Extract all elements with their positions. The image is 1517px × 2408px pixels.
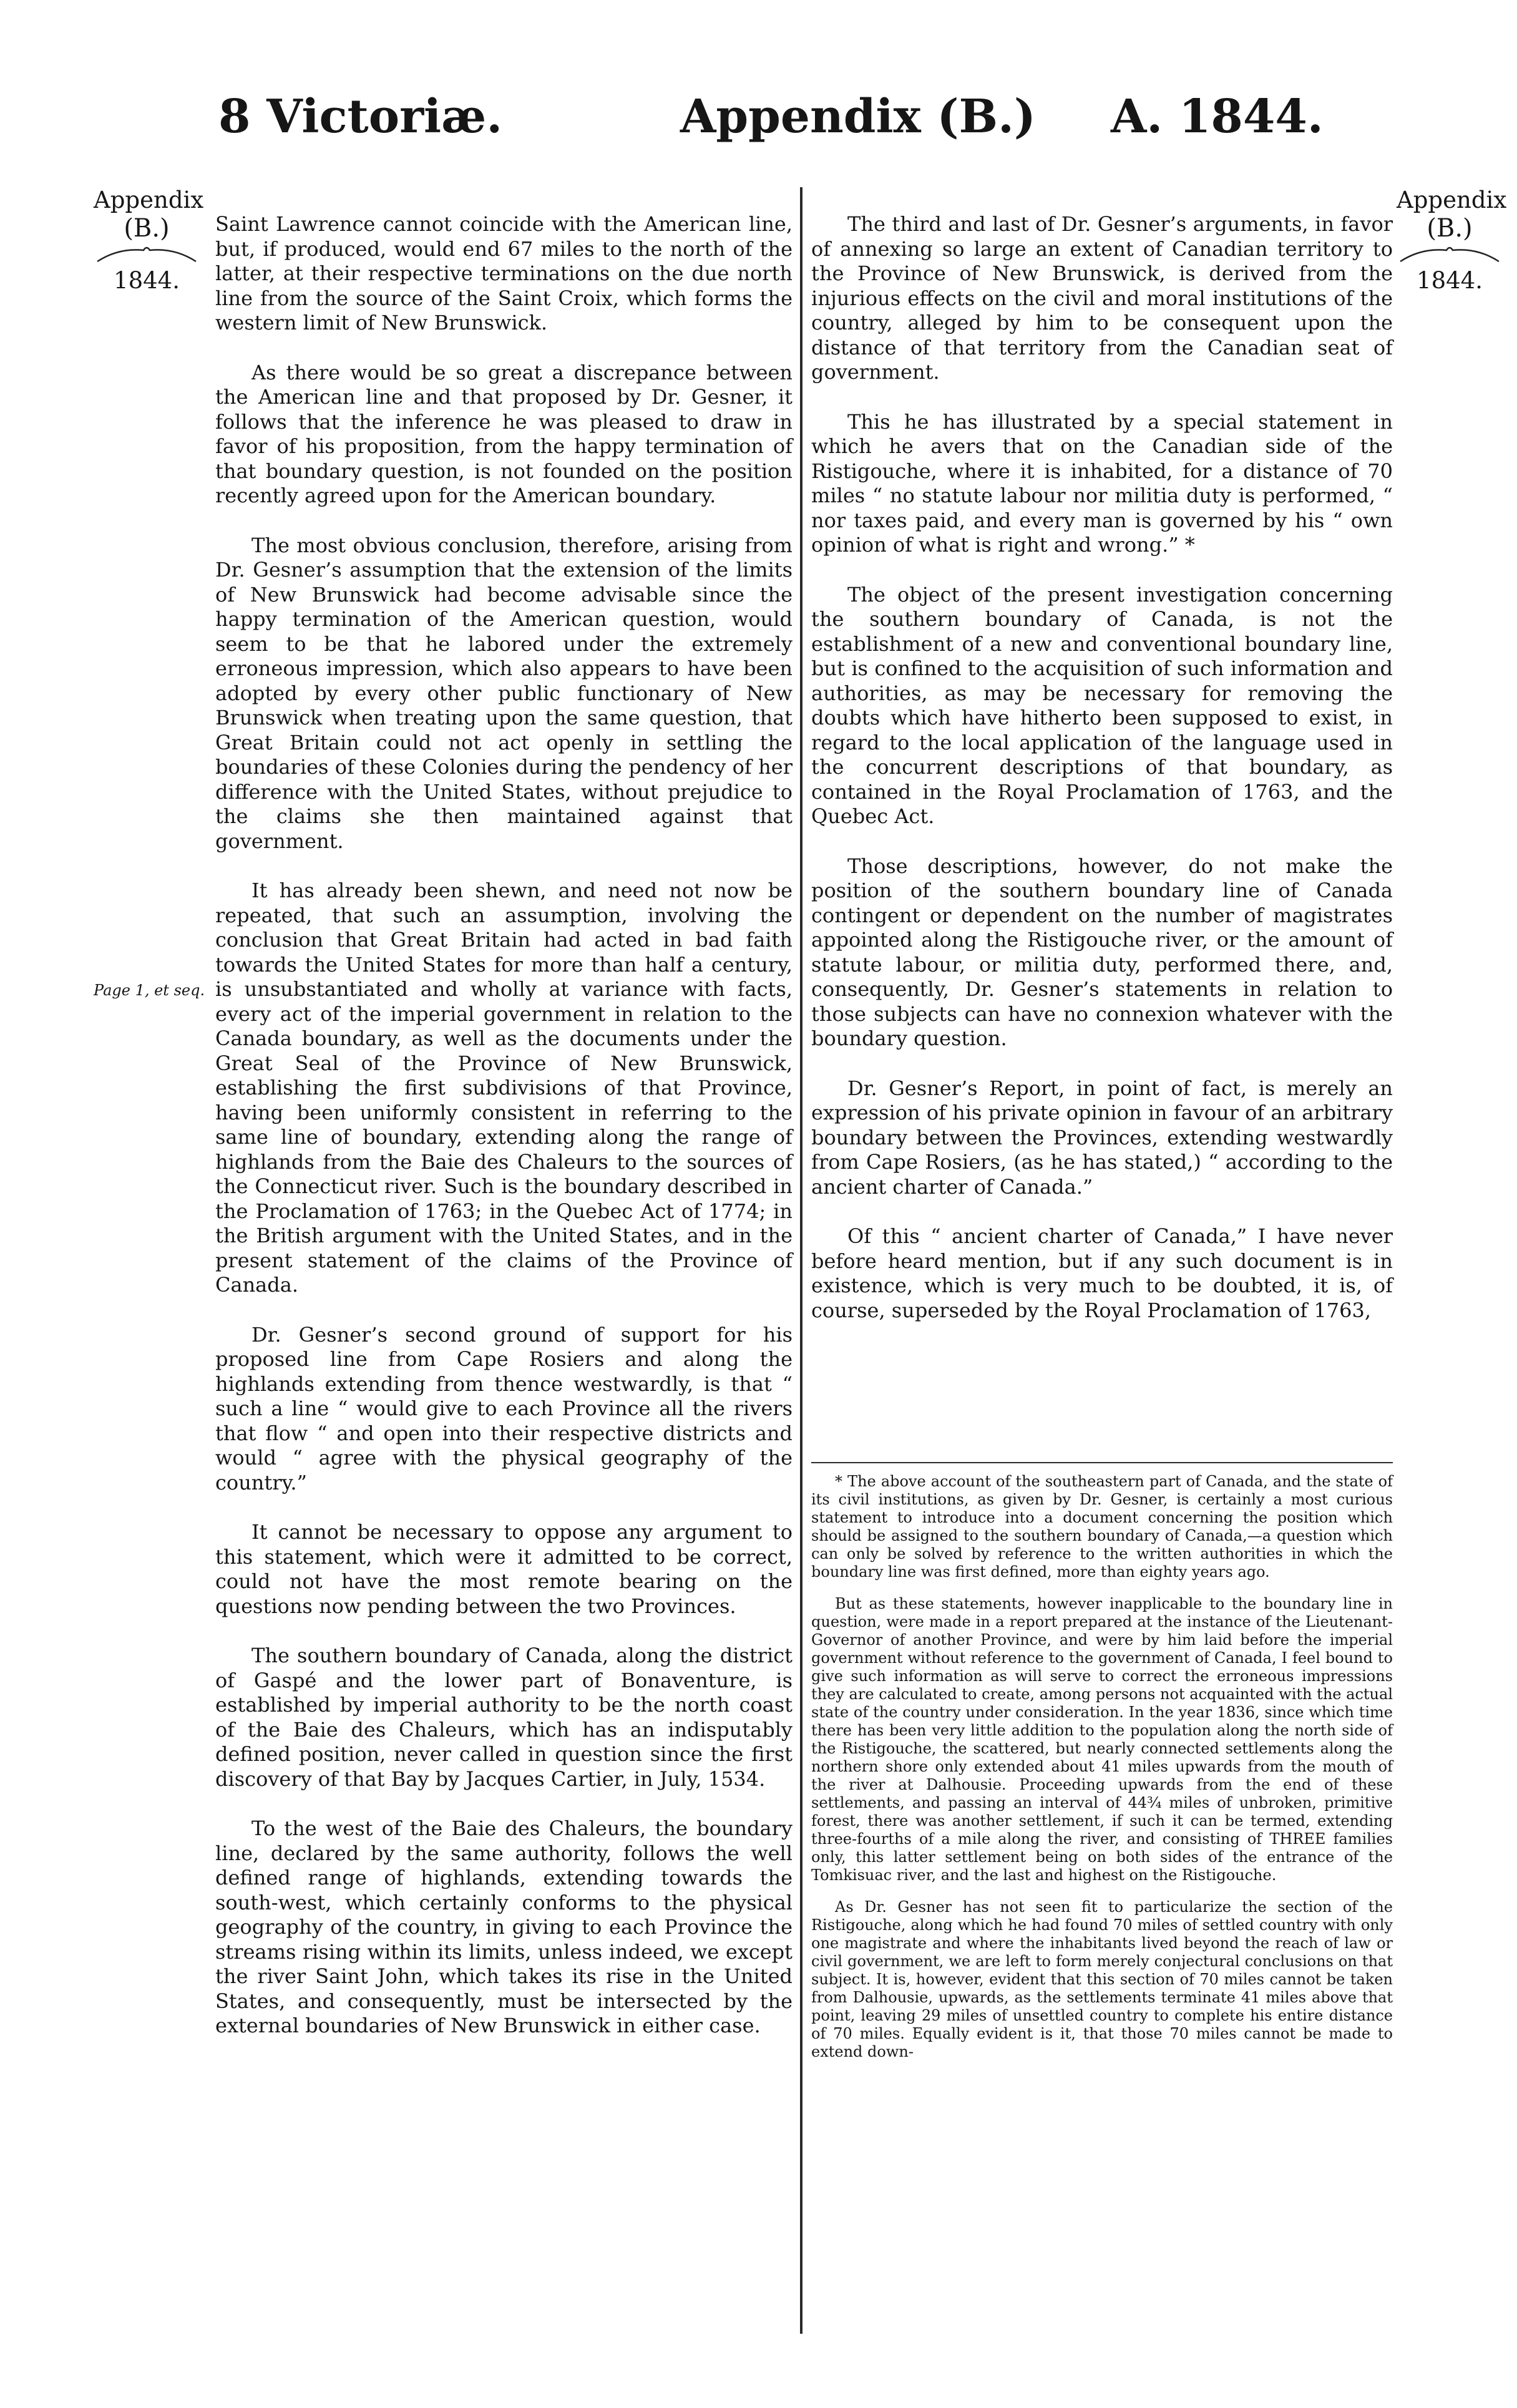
paragraph: To the west of the Baie des Chaleurs, the boundary line, declared by the same authority, follows the well defined range of highlands, extending towards the south-west, which certainly conforms to the physical geography of the country, in giving to each Province the streams rising within its limits, unless indeed, we except the river Saint John, which takes its rise in the United States, and consequently, must be intersected by the external boundaries of New Brunswick in either case. xyxy=(215,1816,793,2037)
paragraph: Dr. Gesner’s Report, in point of fact, is merely an expression of his private opinion in favour of an arbitrary boundary between the Provinces, extending westwardly from Cape Rosiers, (as he has stated,) “ according to the ancient charter of Canada.” xyxy=(811,1076,1393,1199)
paragraph: The third and last of Dr. Gesner’s arguments, in favor of annexing so large an extent of Canadian territory to the Province of New Brunswick, is derived from the injurious effects on the civil and moral institutions of the country, alleged by him to be consequent upon the distance of that territory from the Canadian seat of government. xyxy=(811,212,1393,384)
footnotes xyxy=(811,1473,1393,2075)
margin-year: 1844. xyxy=(114,266,180,294)
paragraph: Those descriptions, however, do not make the position of the southern boundary line of Canada contingent or dependent on the number of magistrates appointed along the Ristigouche river, or the amount of statute labour, or militia duty, performed there, and, consequently, Dr. Gesner’s statements in relation to those subjects can have no connexion whatever with the boundary question. xyxy=(811,854,1393,1050)
margin-appendix-word: Appendix xyxy=(94,187,204,213)
margin-bracket-divider xyxy=(1397,243,1503,268)
footnote-rule xyxy=(811,1462,1393,1463)
paragraph: The most obvious conclusion, therefore, arising from Dr. Gesner’s assumption that the extension of the limits of New Brunswick had become advisable since the happy termination of the American question, would seem to be that he labored under the extremely erroneous impression, which also appears to have been adopted by every other public functionary of New Brunswick when treating upon the same question, that Great Britain could not act openly in settling the boundaries of these Colonies during the pendency of her difference with the United States, without prejudice to the claims she then maintained against that government. xyxy=(215,533,793,853)
paragraph: Saint Lawrence cannot coincide with the American line, but, if produced, would end 67 miles to the north of the latter, at their respective terminations on the due north line from the source of the Saint Croix, which forms the western limit of New Brunswick. xyxy=(215,212,793,334)
right-text-column xyxy=(811,212,1393,1348)
paragraph: Of this “ ancient charter of Canada,” I have never before heard mention, but if any such document is in existence, which is very much to be doubted, it is, of course, superseded by the Royal Proclamation of 1763, xyxy=(811,1224,1393,1322)
paragraph: It has already been shewn, and need not now be repeated, that such an assumption, involving the conclusion that Great Britain had acted in bad faith towards the United States for more than half a century, is unsubstantiated and wholly at variance with facts, every act of the imperial government in relation to the Canada boundary, as well as the documents under the Great Seal of the Province of New Brunswick, establishing the first subdivisions of that Province, having been uniformly consistent in referring to the same line of boundary, extending along the range of highlands from the Baie des Chaleurs to the sources of the Connecticut river. Such is the boundary described in the Proclamation of 1763; in the Quebec Act of 1774; in the British argument with the United States, and in the present statement of the claims of the Province of Canada. xyxy=(215,879,793,1297)
margin-bracket-divider xyxy=(94,243,200,268)
paragraph: Dr. Gesner’s second ground of support for his proposed line from Cape Rosiers and along the highlands extending from thence westwardly, is that “ such a line “ would give to each Province all the rivers that flow “ and open into their respective districts and would “ agree with the physical geography of the country.” xyxy=(215,1322,793,1494)
footnote-paragraph: * The above account of the southeastern part of Canada, and the state of its civil institutions, as given by Dr. Gesner, is certainly a most curious statement to introduce into a document concerning the position which should be assigned to the southern boundary of Canada,—a question which can only be solved by reference to the written authorities in which the boundary line was first defined, more than eighty years ago. xyxy=(811,1473,1393,1581)
footnote-paragraph: But as these statements, however inapplicable to the boundary line in question, were made in a report prepared at the instance of the Lieutenant-Governor of another Province, and were by him laid before the imperial government without reference to the government of Canada, I feel bound to give such information as will serve to correct the erroneous impressions they are calculated to create, among persons not acquainted with the actual state of the country under consideration. In the year 1836, since which time there has been very little addition to the population along the north side of the Ristigouche, the scattered, but nearly connected settlements along the northern shore only extended about 41 miles upwards from the mouth of the river at Dalhousie. Proceeding upwards from the end of these settlements, and passing an interval of 44¾ miles of unbroken, primitive forest, there was another settlement, if such it can be termed, extending three-fourths of a mile along the river, and consisting of THREE families only, this latter settlement being on both sides of the entrance of the Tomkisuac river, and the last and highest on the Ristigouche. xyxy=(811,1595,1393,1884)
paragraph: As there would be so great a discrepance between the American line and that proposed by Dr. Gesner, it follows that the inference he was pleased to draw in favor of his proposition, from the happy termination of that boundary question, is not founded on the position recently agreed upon for the American boundary. xyxy=(215,360,793,507)
right-margin-appendix-label xyxy=(1397,187,1507,294)
paragraph: The object of the present investigation concerning the southern boundary of Canada, is not the establishment of a new and conventional boundary line, but is confined to the acquisition of such information and authorities, as may be necessary for removing the doubts which have hitherto been supposed to exist, in regard to the local application of the language used in the concurrent descriptions of that boundary, as contained in the Royal Proclamation of 1763, and the Quebec Act. xyxy=(811,582,1393,828)
column-divider xyxy=(800,187,802,2334)
left-margin-appendix-label xyxy=(94,187,204,294)
margin-appendix-letter: (B.) xyxy=(1427,213,1473,243)
margin-page-reference: Page 1, et seq. xyxy=(94,982,205,999)
header-appendix-title: Appendix (B.) xyxy=(680,90,1036,144)
header-regnal-year: 8 Victoriæ. xyxy=(218,90,503,144)
left-text-column xyxy=(215,212,793,2064)
paragraph: This he has illustrated by a special statement in which he avers that on the Canadian side of the Ristigouche, where it is inhabited, for a distance of 70 miles “ no statute labour nor militia duty is performed, “ nor taxes paid, and every man is governed by his “ own opinion of what is right and wrong.” * xyxy=(811,409,1393,557)
margin-appendix-word: Appendix xyxy=(1397,187,1507,213)
footnote-paragraph: As Dr. Gesner has not seen fit to particularize the section of the Ristigouche, along which he had found 70 miles of settled country with only one magistrate and where the inhabitants lived beyond the reach of law or civil government, we are left to form merely conjectural conclusions on that subject. It is, however, evident that this section of 70 miles cannot be taken from Dalhousie, upwards, as the settlements terminate 41 miles above that point, leaving 29 miles of unsettled country to complete his entire distance of 70 miles. Equally evident is it, that those 70 miles cannot be made to extend down- xyxy=(811,1898,1393,2060)
header-session-year: A. 1844. xyxy=(1111,90,1324,144)
paragraph: It cannot be necessary to oppose any argument to this statement, which were it admitted to be correct, could not have the most remote bearing on the questions now pending between the two Provinces. xyxy=(215,1520,793,1618)
paragraph: The southern boundary of Canada, along the district of Gaspé and the lower part of Bonaventure, is established by imperial authority to be the north coast of the Baie des Chaleurs, which has an indisputably defined position, never called in question since the first discovery of that Bay by Jacques Cartier, in July, 1534. xyxy=(215,1644,793,1791)
margin-appendix-letter: (B.) xyxy=(124,213,170,243)
margin-year: 1844. xyxy=(1417,266,1483,294)
